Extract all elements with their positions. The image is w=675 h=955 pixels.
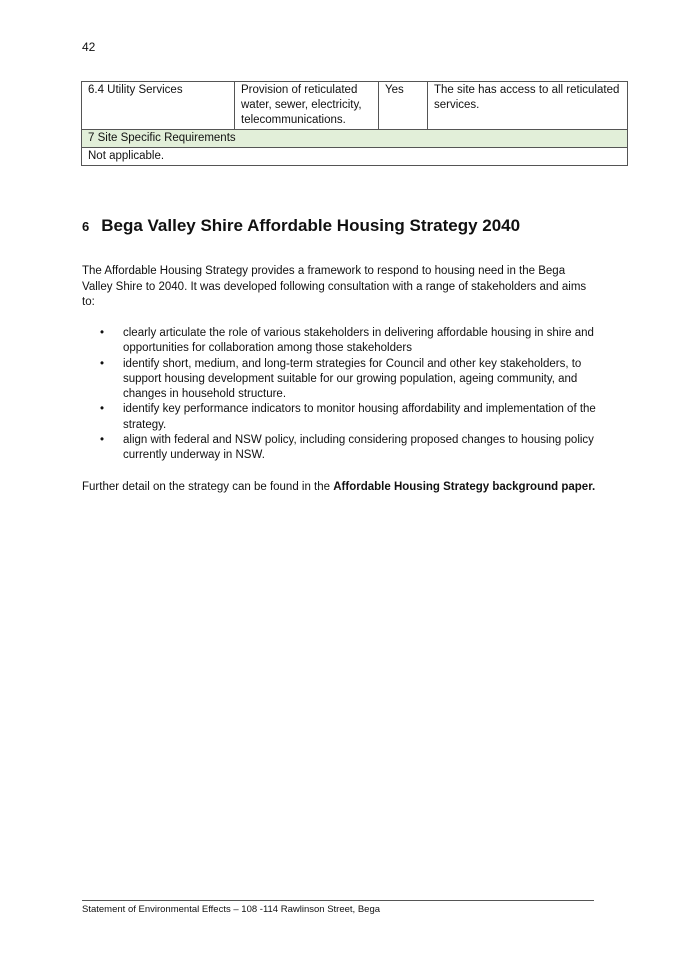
table-section-heading: 7 Site Specific Requirements bbox=[82, 130, 628, 148]
requirements-table bbox=[81, 81, 628, 166]
section-number: 6 bbox=[82, 219, 90, 234]
list-item bbox=[82, 402, 602, 433]
list-item-text: clearly articulate the role of various stakeholders in delivering affordable housing in shire and opportunities for collaboration among those stakeholders bbox=[123, 327, 594, 355]
background-paper-reference: Affordable Housing Strategy background paper. bbox=[333, 481, 596, 493]
table-cell-complies: Yes bbox=[379, 82, 428, 130]
list-item bbox=[82, 433, 602, 464]
list-item bbox=[82, 326, 602, 357]
aims-list bbox=[82, 326, 602, 464]
bullet-icon: • bbox=[100, 357, 105, 370]
further-detail-text: Further detail on the strategy can be found in the bbox=[82, 481, 334, 493]
table-cell-item: 6.4 Utility Services bbox=[82, 82, 235, 130]
section-title: Bega Valley Shire Affordable Housing Strategy 2040 bbox=[101, 216, 521, 235]
bullet-icon: • bbox=[100, 403, 105, 416]
intro-paragraph: The Affordable Housing Strategy provides a framework to respond to housing need in the Bega Valley Shire to 2040. It was developed following consultation with a range of stakeholders and aims to: bbox=[82, 265, 587, 308]
footer-text: Statement of Environmental Effects – 108 -114 Rawlinson Street, Bega bbox=[82, 904, 381, 915]
bullet-icon: • bbox=[100, 434, 105, 447]
section-heading bbox=[82, 216, 520, 236]
footer-divider bbox=[82, 900, 594, 901]
list-item bbox=[82, 357, 602, 403]
list-item-text: identify key performance indicators to monitor housing affordability and implementation of the strategy. bbox=[123, 403, 596, 431]
list-item-text: identify short, medium, and long-term strategies for Council and other key stakeholders, to support housing development suitable for our growing population, ageing community, and changes in household structure. bbox=[123, 357, 582, 401]
table-cell-comment: The site has access to all reticulated services. bbox=[428, 82, 628, 130]
bullet-icon: • bbox=[100, 327, 105, 339]
table-cell-requirement: Provision of reticulated water, sewer, electricity, telecommunications. bbox=[235, 82, 379, 130]
table-row bbox=[82, 148, 628, 166]
table-row bbox=[82, 82, 628, 130]
further-detail-paragraph bbox=[82, 480, 622, 495]
list-item-text: align with federal and NSW policy, including considering proposed changes to housing policy currently underway in NSW. bbox=[123, 434, 594, 462]
page-number: 42 bbox=[82, 40, 96, 54]
table-section-value: Not applicable. bbox=[82, 148, 628, 166]
table-section-row bbox=[82, 130, 628, 148]
